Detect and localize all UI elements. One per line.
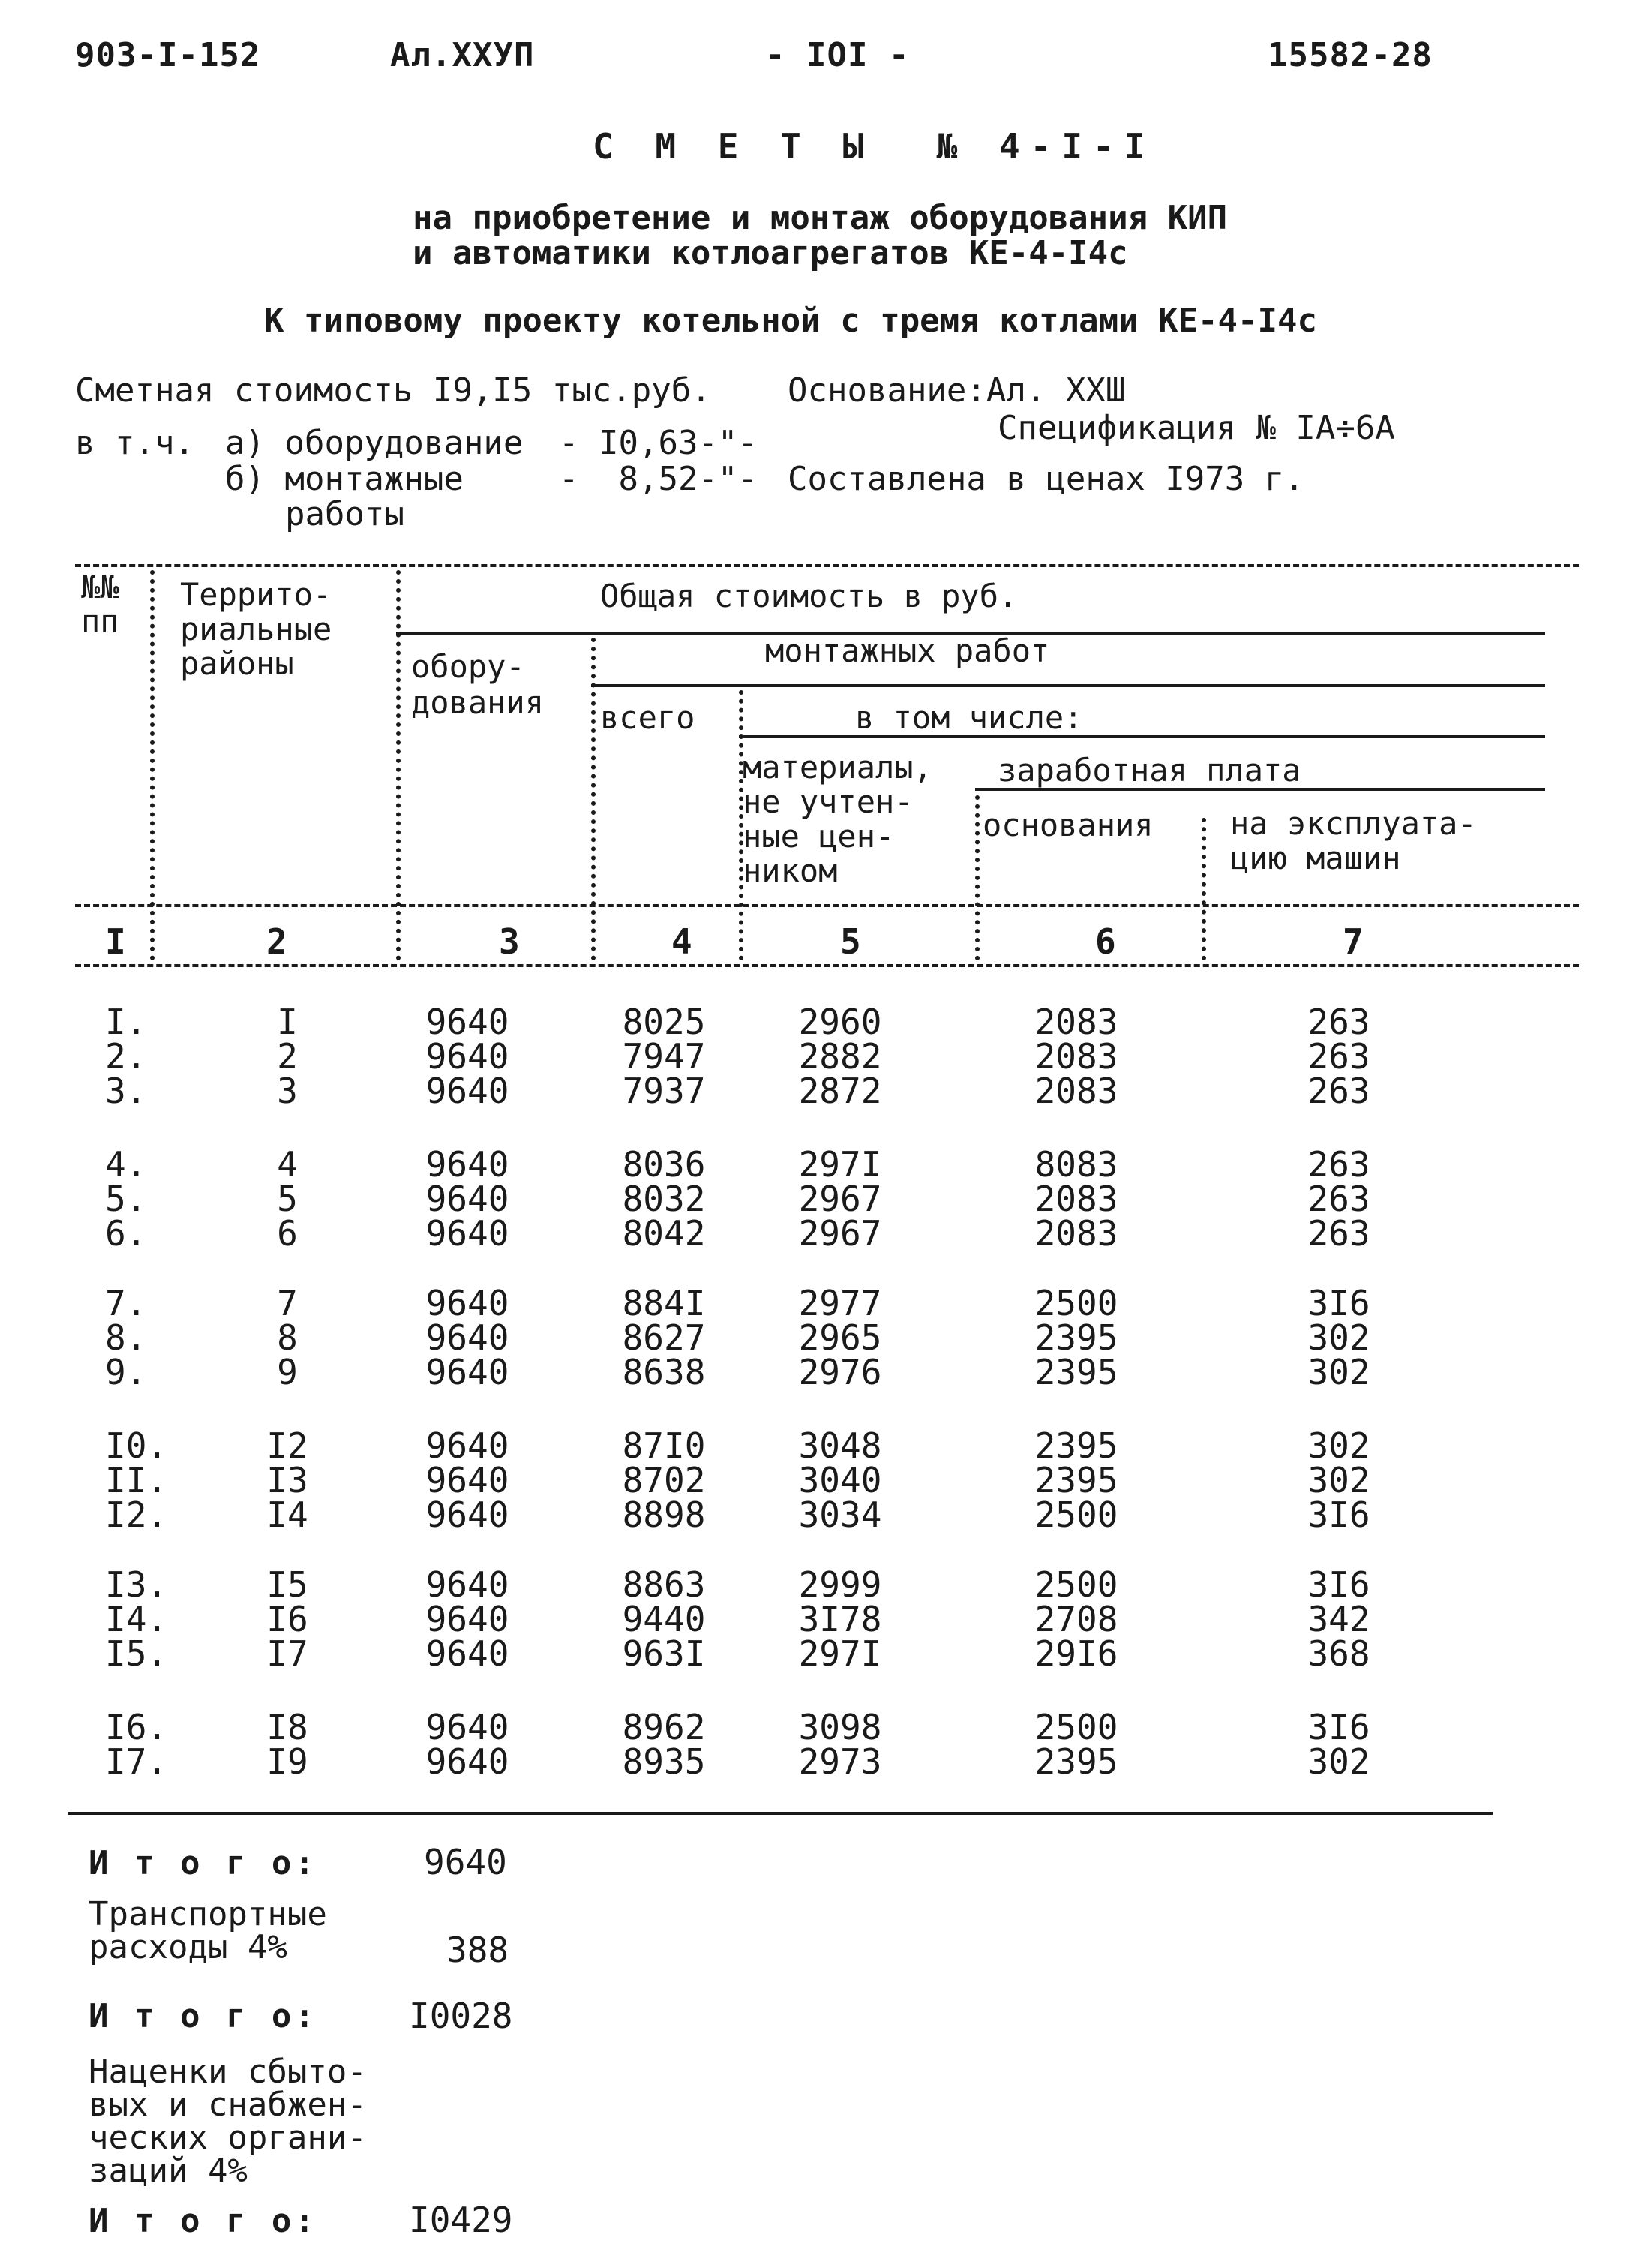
specification: Спецификация № IА÷6А [998, 409, 1395, 447]
cell-district: I5 [266, 1564, 308, 1605]
subtotal-2-value: I0028 [409, 1996, 513, 2036]
header-bottom-rule [75, 904, 1579, 907]
cell-row-number: 4. [105, 1144, 147, 1185]
header-equipment: обору- дования [411, 648, 545, 721]
header-total: всего [600, 699, 695, 736]
cell-equipment-cost: 9640 [425, 1283, 509, 1323]
cell-row-number: 3. [105, 1071, 147, 1111]
cell-base-wages: 2083 [1034, 1071, 1118, 1111]
document-title: С М Е Т Ы № 4-I-I [593, 126, 1156, 167]
subtotal-1-label: И т о г о: [89, 1844, 317, 1882]
cell-district: I6 [266, 1599, 308, 1639]
col-separator-5 [975, 795, 980, 960]
installation-label-2: работы [285, 495, 404, 533]
header-installation-works: монтажных работ [765, 632, 1050, 669]
cell-materials-cost: 2967 [798, 1179, 882, 1219]
cell-materials-cost: 2973 [798, 1741, 882, 1782]
cell-equipment-cost: 9640 [425, 1002, 509, 1042]
cell-base-wages: 2083 [1034, 1036, 1118, 1077]
cell-installation-total: 87I0 [622, 1425, 706, 1466]
cell-machine-wages: 302 [1307, 1352, 1370, 1392]
installation-value: - 8,52-"- [559, 460, 758, 498]
table-bottom-rule [68, 1812, 1493, 1815]
price-basis: Составлена в ценах I973 г. [788, 460, 1304, 498]
cell-row-number: 2. [105, 1036, 147, 1077]
cell-materials-cost: 297I [798, 1633, 882, 1674]
cell-materials-cost: 2999 [798, 1564, 882, 1605]
cell-base-wages: 2500 [1034, 1564, 1118, 1605]
cell-base-wages: 2395 [1034, 1425, 1118, 1466]
cell-equipment-cost: 9640 [425, 1213, 509, 1254]
cell-equipment-cost: 9640 [425, 1036, 509, 1077]
cell-district: I9 [266, 1741, 308, 1782]
cell-district: 8 [277, 1317, 298, 1358]
cell-installation-total: 8935 [622, 1741, 706, 1782]
cell-machine-wages: 263 [1307, 1144, 1370, 1185]
cell-row-number: I2. [105, 1494, 168, 1535]
cell-machine-wages: 302 [1307, 1741, 1370, 1782]
cell-row-number: I6. [105, 1707, 168, 1747]
cell-district: I2 [266, 1425, 308, 1466]
col-number-5: 5 [840, 921, 861, 962]
cell-base-wages: 2083 [1034, 1213, 1118, 1254]
cell-installation-total: 963I [622, 1633, 706, 1674]
cell-row-number: I4. [105, 1599, 168, 1639]
page-number: - IOI - [765, 36, 910, 74]
cell-machine-wages: 263 [1307, 1213, 1370, 1254]
album-number: Ал.XXУП [390, 36, 535, 74]
cell-district: 2 [277, 1036, 298, 1077]
cell-equipment-cost: 9640 [425, 1564, 509, 1605]
subtotal-1-value: 9640 [424, 1842, 507, 1882]
cell-base-wages: 2395 [1034, 1741, 1118, 1782]
cell-installation-total: 7947 [622, 1036, 706, 1077]
installation-label: б) монтажные [225, 460, 464, 498]
cell-base-wages: 2500 [1034, 1707, 1118, 1747]
cell-installation-total: 8036 [622, 1144, 706, 1185]
cell-district: I [277, 1002, 298, 1042]
cell-row-number: I. [105, 1002, 147, 1042]
cell-materials-cost: 2882 [798, 1036, 882, 1077]
cell-machine-wages: 263 [1307, 1179, 1370, 1219]
header-row-number: №№ пп [81, 569, 119, 640]
col-number-1: I [105, 921, 126, 962]
cell-materials-cost: 3040 [798, 1460, 882, 1500]
cell-row-number: I7. [105, 1741, 168, 1782]
cell-machine-wages: 263 [1307, 1071, 1370, 1111]
cell-equipment-cost: 9640 [425, 1460, 509, 1500]
cell-row-number: II. [105, 1460, 168, 1500]
cell-machine-wages: 342 [1307, 1599, 1370, 1639]
title-line-2: и автоматики котлоагрегатов КЕ-4-I4с [413, 234, 1128, 272]
cell-materials-cost: 2965 [798, 1317, 882, 1358]
title-line-3: К типовому проекту котельной с тремя котлами КЕ-4-I4с [264, 302, 1317, 340]
cell-equipment-cost: 9640 [425, 1633, 509, 1674]
cell-row-number: 9. [105, 1352, 147, 1392]
cell-equipment-cost: 9640 [425, 1425, 509, 1466]
cell-equipment-cost: 9640 [425, 1494, 509, 1535]
col-separator-1 [150, 570, 155, 960]
cell-materials-cost: 3048 [798, 1425, 882, 1466]
cell-installation-total: 8025 [622, 1002, 706, 1042]
cell-base-wages: 2708 [1034, 1599, 1118, 1639]
col-separator-2 [396, 570, 401, 960]
cell-installation-total: 8898 [622, 1494, 706, 1535]
cell-machine-wages: 3I6 [1307, 1283, 1370, 1323]
header-total-cost: Общая стоимость в руб. [600, 578, 1018, 614]
transport-costs-value: 388 [446, 1930, 509, 1970]
cell-machine-wages: 3I6 [1307, 1707, 1370, 1747]
cell-installation-total: 8638 [622, 1352, 706, 1392]
cell-row-number: 5. [105, 1179, 147, 1219]
basis: Основание:Ал. XXШ [788, 371, 1126, 410]
cell-installation-total: 7937 [622, 1071, 706, 1111]
cell-equipment-cost: 9640 [425, 1352, 509, 1392]
cell-row-number: I5. [105, 1633, 168, 1674]
cell-district: I3 [266, 1460, 308, 1500]
cell-installation-total: 8702 [622, 1460, 706, 1500]
col-number-6: 6 [1095, 921, 1116, 962]
subtotal-2-label: И т о г о: [89, 1997, 317, 2035]
cell-installation-total: 8863 [622, 1564, 706, 1605]
header-machine-operation: на эксплуата- цию машин [1230, 805, 1477, 876]
equipment-label: а) оборудование [225, 424, 524, 462]
cell-materials-cost: 2976 [798, 1352, 882, 1392]
cell-materials-cost: 2960 [798, 1002, 882, 1042]
cell-materials-cost: 3098 [798, 1707, 882, 1747]
cell-base-wages: 2395 [1034, 1352, 1118, 1392]
header-base-wages: основания [983, 807, 1154, 843]
cell-district: I4 [266, 1494, 308, 1535]
header-territorial-districts: Террито- риальные районы [180, 576, 332, 682]
cell-equipment-cost: 9640 [425, 1741, 509, 1782]
col-number-4: 4 [671, 921, 692, 962]
cell-installation-total: 8962 [622, 1707, 706, 1747]
cell-materials-cost: 2872 [798, 1071, 882, 1111]
cell-installation-total: 9440 [622, 1599, 706, 1639]
cell-machine-wages: 302 [1307, 1460, 1370, 1500]
project-code: 903-I-152 [75, 36, 261, 74]
col-number-7: 7 [1343, 921, 1364, 962]
cell-machine-wages: 368 [1307, 1633, 1370, 1674]
cell-machine-wages: 302 [1307, 1317, 1370, 1358]
header-wages: заработная плата [998, 752, 1301, 789]
cell-base-wages: 29I6 [1034, 1633, 1118, 1674]
cell-base-wages: 2083 [1034, 1179, 1118, 1219]
estimated-cost: Сметная стоимость I9,I5 тыс.руб. [75, 371, 711, 410]
total-value: I0429 [409, 2200, 513, 2240]
cell-equipment-cost: 9640 [425, 1144, 509, 1185]
cell-materials-cost: 3034 [798, 1494, 882, 1535]
cell-base-wages: 2395 [1034, 1460, 1118, 1500]
header-including: в том числе: [855, 699, 1083, 736]
cell-district: 7 [277, 1283, 298, 1323]
cell-base-wages: 2395 [1034, 1317, 1118, 1358]
cell-base-wages: 2083 [1034, 1002, 1118, 1042]
cell-row-number: 8. [105, 1317, 147, 1358]
cell-equipment-cost: 9640 [425, 1071, 509, 1111]
including-label: в т.ч. [75, 424, 194, 462]
cell-base-wages: 2500 [1034, 1283, 1118, 1323]
cell-district: 5 [277, 1179, 298, 1219]
cell-equipment-cost: 9640 [425, 1599, 509, 1639]
cell-machine-wages: 263 [1307, 1036, 1370, 1077]
equipment-value: - I0,63-"- [559, 424, 758, 462]
cell-base-wages: 8083 [1034, 1144, 1118, 1185]
col-number-3: 3 [499, 921, 520, 962]
cell-materials-cost: 2967 [798, 1213, 882, 1254]
cell-machine-wages: 3I6 [1307, 1564, 1370, 1605]
cell-district: I7 [266, 1633, 308, 1674]
header-materials: материалы, не учтен- ные цен- ником [743, 749, 932, 889]
cell-district: 3 [277, 1071, 298, 1111]
cell-machine-wages: 263 [1307, 1002, 1370, 1042]
cell-installation-total: 8627 [622, 1317, 706, 1358]
cell-row-number: 6. [105, 1213, 147, 1254]
transport-costs-label: Транспортные расходы 4% [89, 1895, 327, 1966]
col-separator-6 [1202, 818, 1206, 960]
cell-row-number: 7. [105, 1283, 147, 1323]
cell-district: I8 [266, 1707, 308, 1747]
cell-equipment-cost: 9640 [425, 1707, 509, 1747]
cell-district: 6 [277, 1213, 298, 1254]
cell-machine-wages: 302 [1307, 1425, 1370, 1466]
cell-district: 4 [277, 1144, 298, 1185]
cell-row-number: I3. [105, 1564, 168, 1605]
col-number-2: 2 [266, 921, 287, 962]
cell-base-wages: 2500 [1034, 1494, 1118, 1535]
cell-equipment-cost: 9640 [425, 1317, 509, 1358]
markup-label: Наценки сбыто- вых и снабжен- ческих органи- заций 4% [89, 2053, 367, 2190]
column-number-rule [75, 964, 1579, 967]
table-top-rule [75, 564, 1579, 567]
header-rule-2 [591, 684, 1545, 687]
title-line-1: на приобретение и монтаж оборудования КИП [413, 199, 1228, 237]
cell-installation-total: 884I [622, 1283, 706, 1323]
total-label: И т о г о: [89, 2202, 317, 2240]
cell-materials-cost: 2977 [798, 1283, 882, 1323]
document-number: 15582-28 [1268, 36, 1433, 74]
cell-row-number: I0. [105, 1425, 168, 1466]
col-separator-3 [591, 638, 596, 960]
cell-machine-wages: 3I6 [1307, 1494, 1370, 1535]
cell-materials-cost: 3I78 [798, 1599, 882, 1639]
cell-materials-cost: 297I [798, 1144, 882, 1185]
cell-installation-total: 8042 [622, 1213, 706, 1254]
cell-district: 9 [277, 1352, 298, 1392]
cell-equipment-cost: 9640 [425, 1179, 509, 1219]
cell-installation-total: 8032 [622, 1179, 706, 1219]
